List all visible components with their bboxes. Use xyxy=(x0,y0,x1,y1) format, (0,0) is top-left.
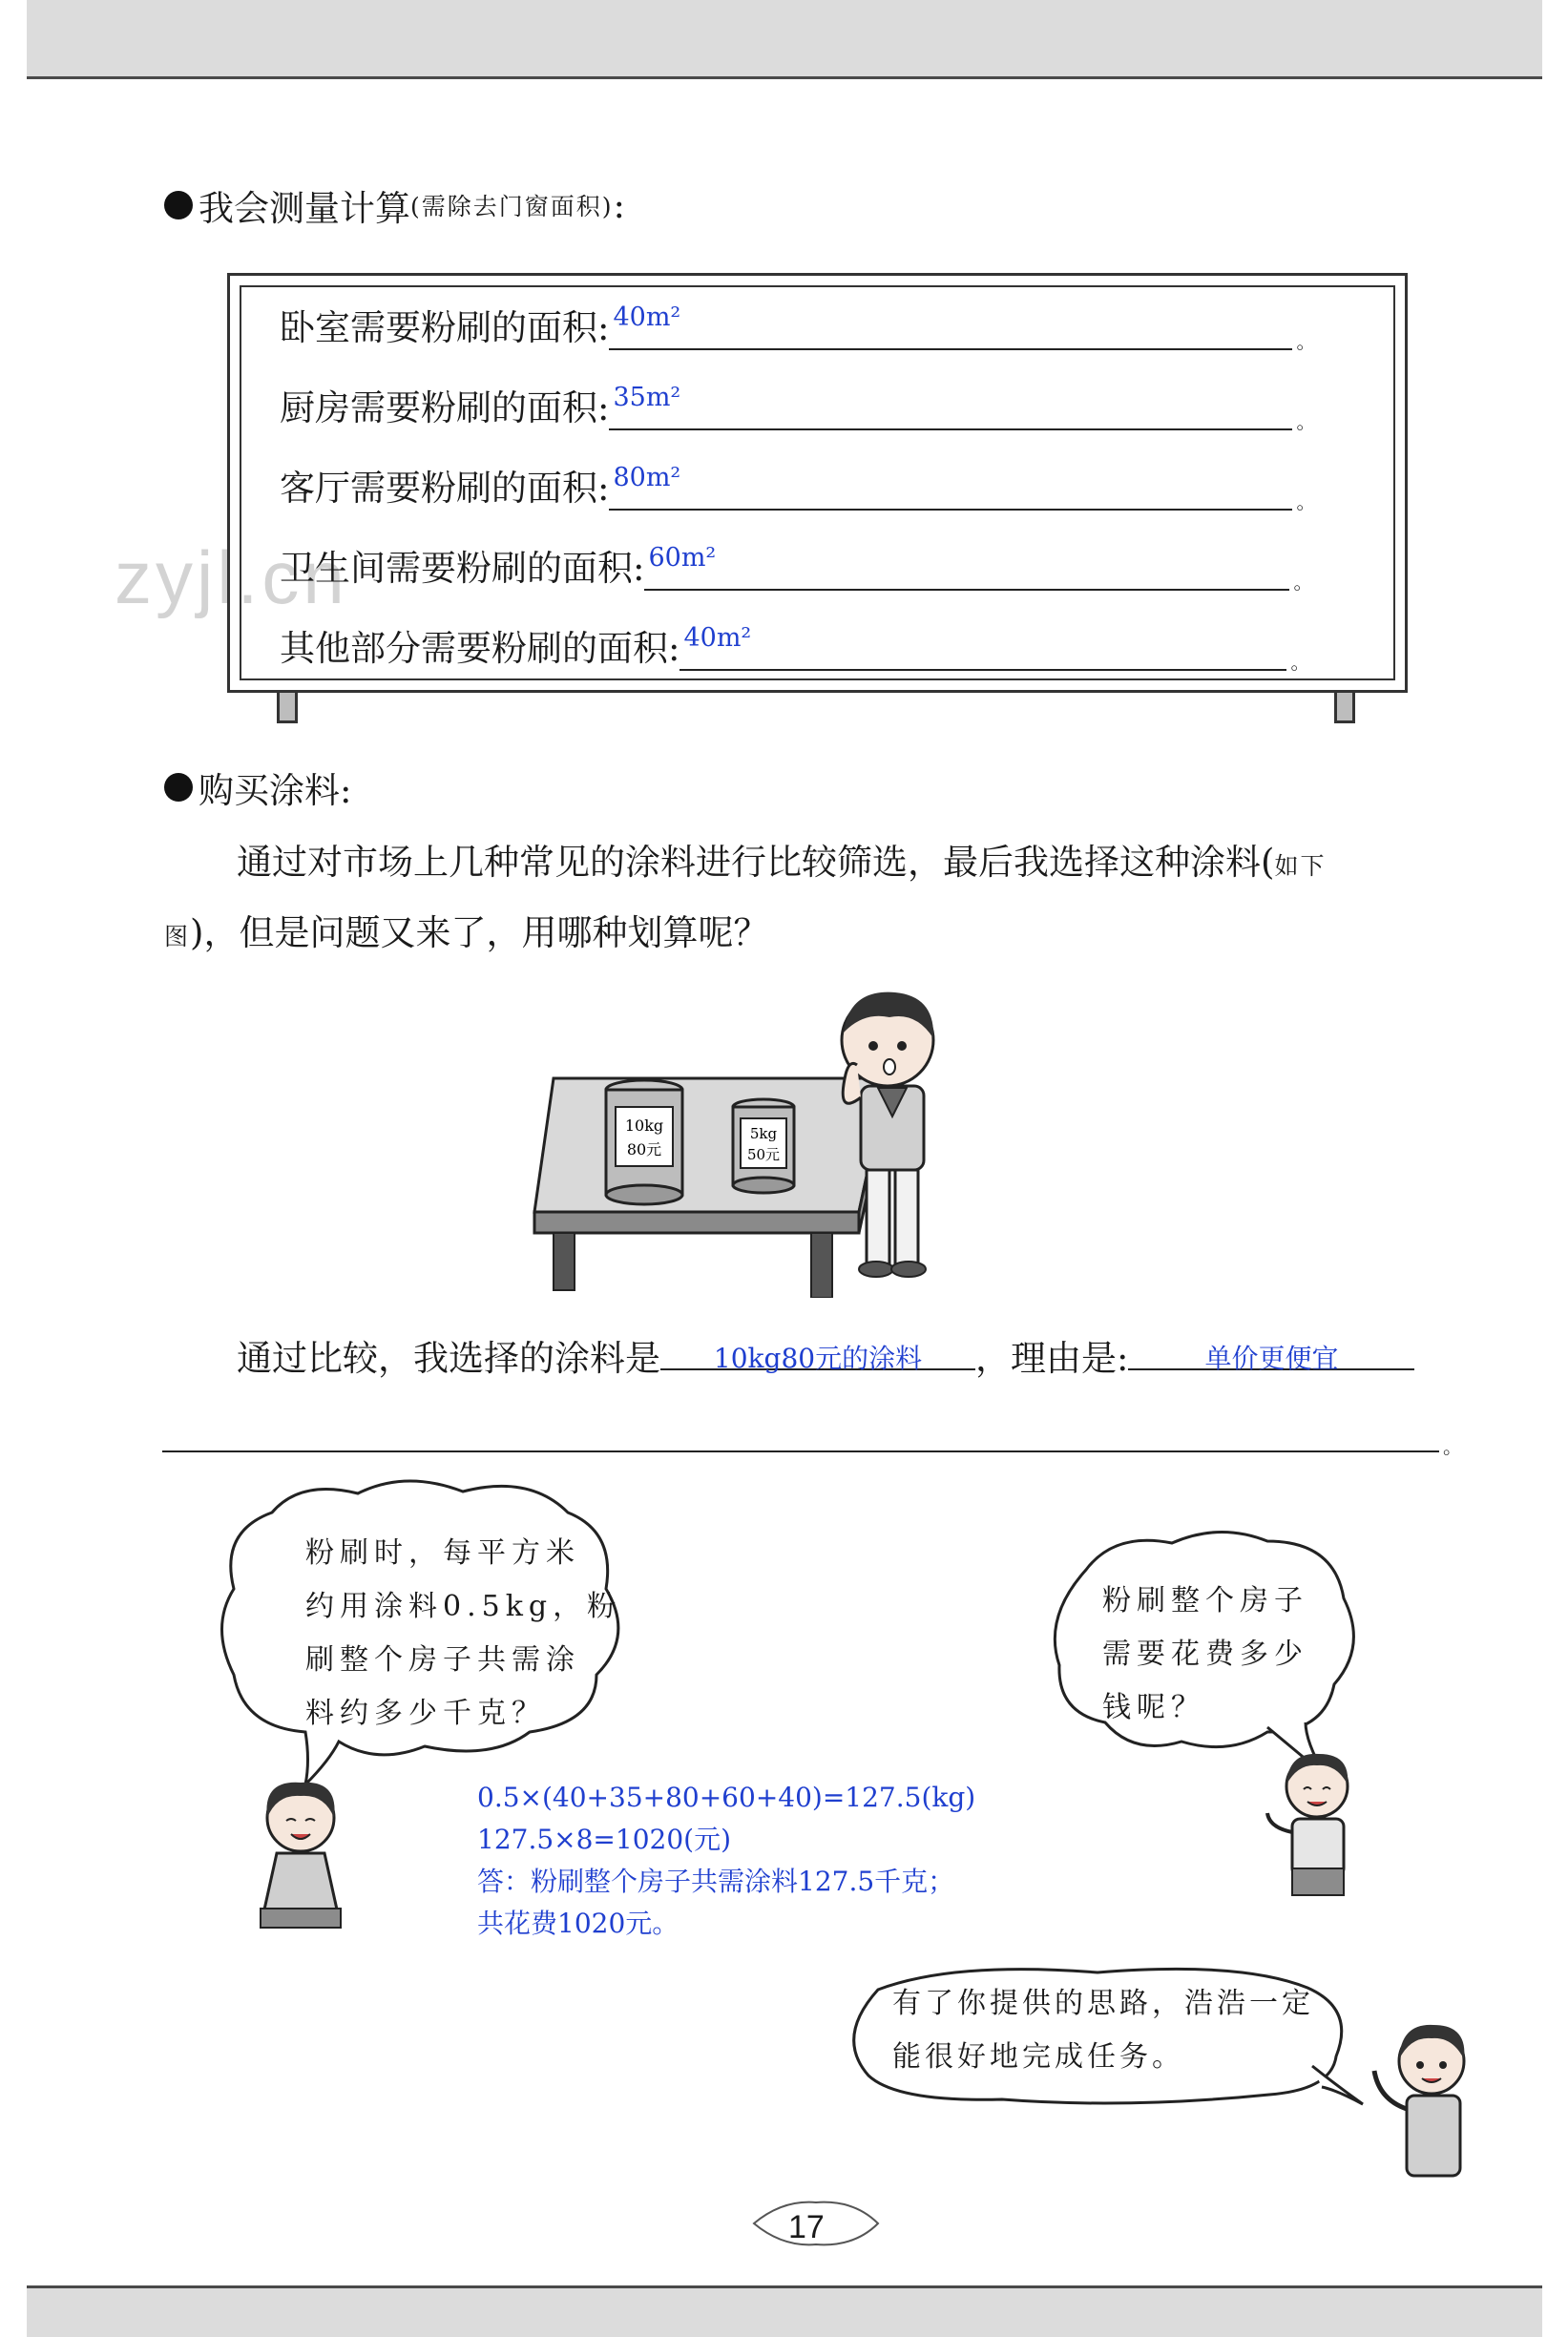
can2-weight: 5kg xyxy=(749,1125,778,1142)
bubble-line: 需要花费多少 xyxy=(1102,1638,1308,1671)
solution-line-2: 127.5×8=1020(元) xyxy=(477,1824,732,1855)
can2-price: 50元 xyxy=(746,1146,781,1163)
solution-line-4: 共花费1020元。 xyxy=(477,1908,679,1939)
choice-answer: 10kg80元的涂料 xyxy=(713,1343,923,1374)
row-label: 其他部分需要粉刷的面积: xyxy=(280,628,680,669)
bottom-footer-band xyxy=(27,2285,1542,2337)
row-end-mark: 。 xyxy=(1296,330,1316,353)
row-end-mark: 。 xyxy=(1293,571,1313,594)
reason-answer-line[interactable] xyxy=(1128,1330,1414,1374)
row-end-mark: 。 xyxy=(1296,410,1316,433)
can1-weight: 10kg xyxy=(624,1116,664,1135)
answer-line[interactable] xyxy=(609,463,1292,511)
board-leg-left xyxy=(277,693,298,723)
row-answer: 35m² xyxy=(613,383,681,412)
row-label: 卫生间需要粉刷的面积: xyxy=(280,548,645,589)
bubble-line: 约用涂料0.5kg，粉 xyxy=(305,1590,622,1623)
row-label: 厨房需要粉刷的面积: xyxy=(280,387,610,428)
table-icon xyxy=(534,1078,888,1298)
answer-line[interactable] xyxy=(609,303,1292,350)
row-other xyxy=(280,614,1310,674)
bubble-line: 粉刷整个房子 xyxy=(1102,1584,1308,1617)
para-small: 图 xyxy=(164,923,191,950)
buy-heading xyxy=(164,762,351,813)
bottom-bubble-text xyxy=(892,1977,1314,2084)
solution-line-3: 答：粉刷整个房子共需涂料127.5千克； xyxy=(477,1866,955,1897)
para-text: )，但是问题又来了，用哪种划算呢？ xyxy=(190,912,769,953)
girl-character-icon xyxy=(243,1775,358,1937)
row-answer: 40m² xyxy=(613,303,681,332)
choice-line xyxy=(237,1325,1414,1393)
bullet-icon xyxy=(164,191,193,219)
para-text: 通过对市场上几种常见的涂料进行比较筛选，最后我选择这种涂料( xyxy=(237,842,1275,883)
row-bedroom xyxy=(280,293,1316,353)
buy-paragraph-line1 xyxy=(237,828,1326,901)
reason-answer: 单价更便宜 xyxy=(1204,1343,1339,1374)
can1-price: 80元 xyxy=(626,1140,662,1158)
top-header-band xyxy=(27,0,1542,79)
boy-bubble-text xyxy=(1102,1575,1308,1735)
row-end-mark: 。 xyxy=(1296,490,1316,513)
answer-line[interactable] xyxy=(679,623,1286,671)
row-label: 客厅需要粉刷的面积: xyxy=(280,468,610,509)
measurement-board xyxy=(227,273,1408,693)
bubble-line: 能很好地完成任务。 xyxy=(892,2040,1184,2074)
choice-prefix: 通过比较，我选择的涂料是 xyxy=(237,1338,660,1379)
paint-can-large-icon xyxy=(606,1080,682,1204)
paint-can-small-icon xyxy=(733,1099,794,1193)
measure-heading-text: 我会测量计算 xyxy=(199,188,410,229)
girl-bubble-text xyxy=(305,1527,621,1741)
row-kitchen xyxy=(280,373,1316,433)
reason-prefix: ，理由是: xyxy=(975,1338,1129,1379)
bubble-line: 粉刷时，每平方米 xyxy=(305,1536,580,1570)
boy-waving-icon xyxy=(1365,2014,1489,2185)
bullet-icon xyxy=(164,773,193,802)
para-small: 如下 xyxy=(1274,852,1327,880)
row-living-room xyxy=(280,453,1315,511)
measure-colon: : xyxy=(613,184,625,226)
row-label: 卧室需要粉刷的面积: xyxy=(280,307,610,348)
bubble-line: 有了你提供的思路，浩浩一定 xyxy=(892,1987,1314,2020)
bubble-line: 刷整个房子共需涂 xyxy=(305,1643,580,1677)
choice-answer-line[interactable] xyxy=(660,1330,975,1374)
row-bathroom xyxy=(280,533,1313,594)
boy-character-icon xyxy=(1260,1746,1365,1899)
bubble-line: 料约多少千克？ xyxy=(305,1697,546,1730)
paint-table-illustration xyxy=(515,983,1012,1298)
measure-note: (需除去门窗面积) xyxy=(410,193,614,220)
reason-end-mark: 。 xyxy=(1443,1435,1462,1458)
answer-line[interactable] xyxy=(644,543,1289,591)
solution-line-1: 0.5×(40+35+80+60+40)=127.5(kg) xyxy=(477,1782,976,1813)
watermark: zyjl.cn xyxy=(115,535,348,619)
answer-line[interactable] xyxy=(609,383,1292,430)
board-leg-right xyxy=(1334,693,1355,723)
reason-continuation-line[interactable] xyxy=(162,1450,1439,1452)
buy-paragraph-line2 xyxy=(164,899,768,971)
row-answer: 40m² xyxy=(683,623,752,653)
row-answer: 80m² xyxy=(613,463,681,492)
row-end-mark: 。 xyxy=(1290,651,1310,674)
buy-heading-text: 购买涂料: xyxy=(199,770,352,811)
measure-heading xyxy=(164,179,625,231)
page-number: 17 xyxy=(788,2209,825,2245)
bubble-line: 钱呢？ xyxy=(1102,1691,1205,1724)
row-answer: 60m² xyxy=(648,543,717,573)
